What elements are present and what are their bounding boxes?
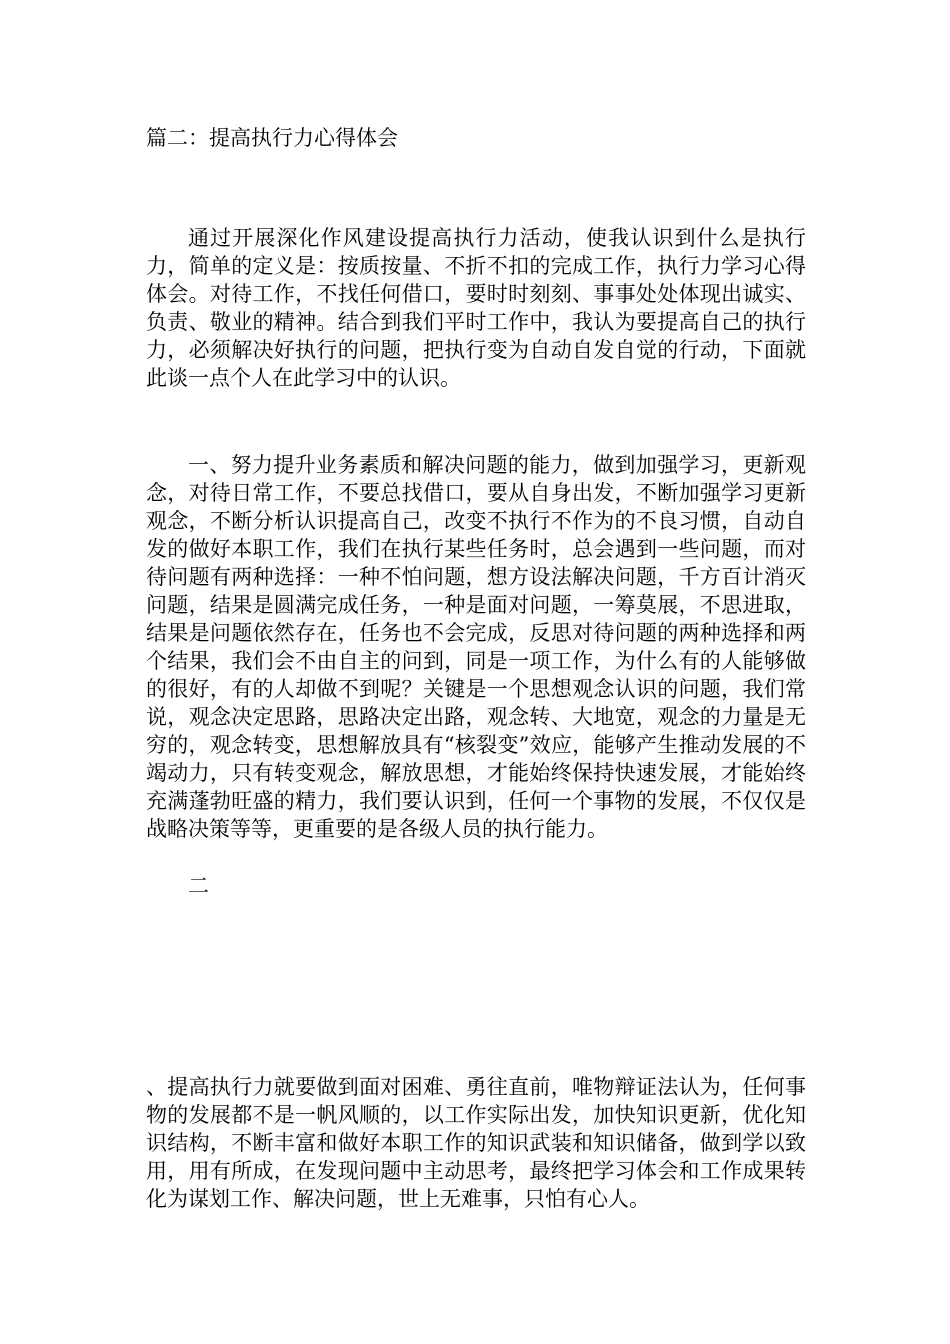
paragraph-section-one: 一、努力提升业务素质和解决问题的能力，做到加强学习，更新观念，对待日常工作，不要总找借口，要从自身出发，不断加强学习更新观念，不断分析认识提高自己，改变不执行不作为的不良习惯，自动自发的做好本职工作，我们在执行某些任务时，总会遇到一些问题，而对待问题有两种选择：一种不怕问题，想方设法解决问题，千方百计消灭问题，结果是圆满完成任务，一种是面对问题，一筹莫展，不思进取，结果是问题依然存在，任务也不会完成，反思对待问题的两种选择和两个结果，我们会不由自主的问到，同是一项工作，为什么有的人能够做的很好，有的人却做不到呢？关键是一个思想观念认识的问题，我们常说，观念决定思路，思路决定出路，观念转、大地宽，观念的力量是无穷的，观念转变，思想解放具有“核裂变”效应，能够产生推动发展的不竭动力，只有转变观念，解放思想，才能始终保持快速发展，才能始终充满蓬勃旺盛的精力，我们要认识到，任何一个事物的发展，不仅仅是战略决策等等，更重要的是各级人员的执行能力。 <box>146 453 806 841</box>
paragraph-section-two-number: 二 <box>188 874 209 898</box>
paragraph-intro: 通过开展深化作风建设提高执行力活动，使我认识到什么是执行力，简单的定义是：按质按量、不折不扣的完成工作，执行力学习心得体会。对待工作，不找任何借口，要时时刻刻、事事处处体现出诚实、负责、敬业的精神。结合到我们平时工作中，我认为要提高自己的执行力，必须解决好执行的问题，把执行变为自动自发自觉的行动，下面就此谈一点个人在此学习中的认识。 <box>146 226 806 390</box>
paragraph-section-two: 、提高执行力就要做到面对困难、勇往直前，唯物辩证法认为，任何事物的发展都不是一帆风顺的，以工作实际出发，加快知识更新，优化知识结构，不断丰富和做好本职工作的知识武装和知识储备，做到学以致用，用有所成，在发现问题中主动思考，最终把学习体会和工作成果转化为谋划工作、解决问题，世上无难事，只怕有心人。 <box>146 1075 806 1211</box>
document-title: 篇二：提高执行力心得体会 <box>146 126 398 150</box>
